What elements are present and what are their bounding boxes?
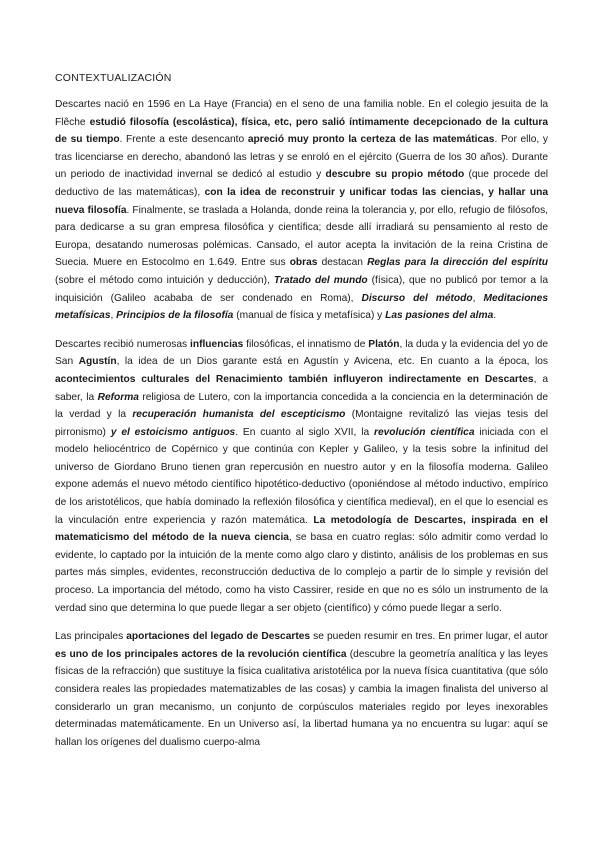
body-text: , [110,310,117,322]
bold-text: influencias [190,338,244,350]
body-text: (sobre el método como intuición y deducción), [55,274,274,286]
body-text: se pueden resumir en tres. En primer lugar, el autor [310,631,548,643]
bold-text: Platón [368,338,400,350]
emphasis-text: Las pasiones del alma [385,310,494,322]
emphasis-text: Reforma [97,391,139,403]
paragraph-3 [55,628,548,751]
body-text: . Finalmente, se traslada a Holanda, donde reina la tolerancia y, por ello, refugio de filósofos, para dedicarse a su gran empresa filosófica y científica; desde allí irradiará su pensamiento al resto de Europa, desatando numerosas polémicas. Cansado, el autor acepta la invitación de la reina Cristina de Suecia. Muere en Estocolmo en 1.649. Entre sus [55,204,549,269]
bold-text: La metodología de Descartes, inspirada en el matematicismo del método de la nueva ciencia [55,514,548,544]
body-text: (que procede del deductivo de las matemáticas), [55,169,549,198]
emphasis-text: Principios de la filosofía [116,310,234,322]
body-text: (física), que no publicó por temor a la inquisición (Galileo acababa de ser condenado en Roma), [55,274,548,304]
emphasis-text: recuperación humanista del escepticismo [132,409,346,421]
body-text: , la duda y la evidencia del yo de San [55,338,548,368]
body-text: iniciada con el modelo heliocéntrico de Copérnico y que continúa con Kepler y Galileo, y la tesis sobre la infinitud del universo de Giordano Bruno tienen gran repercusión en nuestro autor y en la filosofía moderna. Galileo expone además el nuevo método científico hipotético-deductivo (oponiéndose al método inductivo, empírico de los aristotélicos, que había dominado la reflexión filosófica y científica medieval), en el que lo esencial es la vinculación entre experiencia y razón matemática. [55,426,548,526]
body-text: . Por ello, y tras licenciarse en derecho, abandonó las letras y se enroló en el ejército (Guerra de los 30 años). Durante un periodo de inactividad invernal se dedicó al estudio y [55,134,548,181]
bold-text: estudió filosofía (escolástica), física, etc, pero salió íntimamente decepcionado de la cultura de su tiempo [55,116,548,146]
body-text: (Montaigne revitalizó las viejas tesis del pirronismo) [55,409,548,438]
bold-text: Agustín [78,356,117,368]
emphasis-text: y el estoicismo antiguos [110,426,236,438]
document-body [55,96,548,751]
bold-text: acontecimientos culturales del Renacimiento también influyeron indirectamente en Descartes [55,373,534,385]
body-text: . [493,310,497,322]
paragraph-1 [55,96,548,325]
body-text: , la idea de un Dios garante está en Agustín y Avicena, etc. En cuanto a la época, los [116,356,548,368]
emphasis-text: Meditaciones metafísicas [55,292,548,322]
bold-text: aportaciones del legado de Descartes [126,631,311,643]
bold-text: con la idea de reconstruir y unificar todas las ciencias, y hallar una nueva filosofía [55,186,548,216]
body-text: destacan [317,257,368,269]
body-text: Descartes nació en 1596 en La Haye (Francia) en el seno de una familia noble. En el colegio jesuita de la Flêche [55,99,548,128]
body-text: , [472,292,484,304]
body-text: , a saber, la [55,373,549,403]
emphasis-text: Tratado del mundo [273,274,368,286]
body-text: filosóficas, el innatismo de [243,338,369,350]
emphasis-text: Discurso del método [361,292,473,304]
emphasis-text: Reglas para la dirección del espíritu [367,257,548,269]
body-text: Descartes recibió numerosas [55,338,191,350]
body-text: . En cuanto al siglo XVII, la [235,426,374,438]
bold-text: es uno de los principales actores de la revolución científica [55,648,347,660]
bold-text: obras [289,257,318,269]
bold-text: apreció muy pronto la certeza de las matemáticas [247,134,495,146]
body-text: . Frente a este desencanto [119,134,248,146]
body-text: religiosa de Lutero, con la importancia concedida a la conciencia en la determinación de la verdad y la [55,391,549,421]
bold-text: descubre su propio método [325,169,465,181]
body-text: Las principales [55,631,127,643]
paragraph-2 [55,336,548,618]
body-text: (descubre la geometría analítica y las leyes físicas de la refracción) que sustituye la física cualitativa aristotélica por la nueva física cuantitativa (que sólo considera reales las propiedades matematizables de las cosas) y cambia la imagen finalista del universo al considerarlo un gran mecanismo, un conjunto de corpúsculos materiales regido por leyes inexorables determinadas matemáticamente. En un Universo así, la libertad humana ya no encuentra su lugar: aquí se hallan los orígenes del dualismo cuerpo-alma [55,648,548,748]
body-text: (manual de física y metafísica) y [233,310,386,322]
section-heading: CONTEXTUALIZACIÓN [55,72,172,84]
emphasis-text: revolución científica [373,426,475,438]
body-text: , se basa en cuatro reglas: sólo admitir como verdad lo evidente, lo captado por la intuición de la mente como algo claro y distinto, análisis de los problemas en sus partes más simples, evidentes, reconstrucción deductiva de lo complejo a partir de lo simple y revisión del proceso. La importancia del método, como ha visto Cassirer, reside en que no es sólo un instrumento de la verdad sino que determina lo que puede llegar a ser objeto (científico) y cómo puede llegar a serlo. [55,532,548,614]
